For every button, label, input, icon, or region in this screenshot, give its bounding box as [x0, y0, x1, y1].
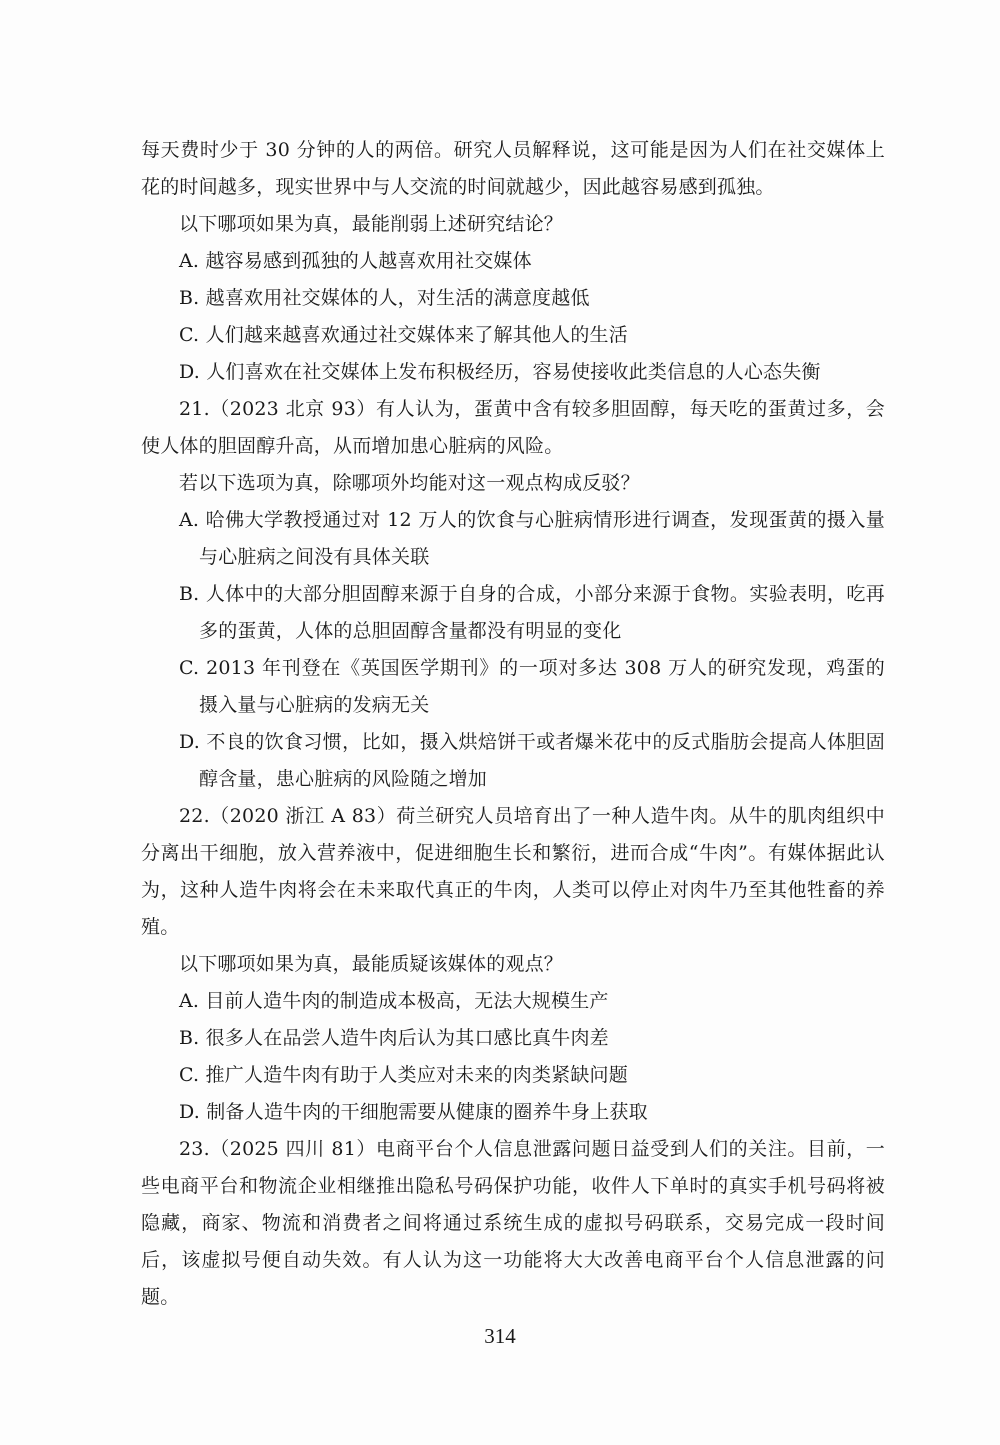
q21-stem: 21.（2023 北京 93）有人认为，蛋黄中含有较多胆固醇，每天吃的蛋黄过多，会使人体的胆固醇升高，从而增加患心脏病的风险。	[141, 398, 885, 457]
q22-option-d: D. 制备人造牛肉的干细胞需要从健康的圈养牛身上获取	[179, 1101, 648, 1123]
q20-question: 以下哪项如果为真，最能削弱上述研究结论？	[179, 213, 564, 235]
q21-option-c: C. 2013 年刊登在《英国医学期刊》的一项对多达 308 万人的研究发现，鸡蛋的摄入量与心脏病的发病无关	[179, 657, 885, 716]
q21-option-b: B. 人体中的大部分胆固醇来源于自身的合成，小部分来源于食物。实验表明，吃再多的蛋黄，人体的总胆固醇含量都没有明显的变化	[179, 583, 885, 642]
q22-stem: 22.（2020 浙江 A 83）荷兰研究人员培育出了一种人造牛肉。从牛的肌肉组织中分离出干细胞，放入营养液中，促进细胞生长和繁衍，进而合成“牛肉”。有媒体据此认为，这种人造牛肉将会在未来取代真正的牛肉，人类可以停止对肉牛乃至其他牲畜的养殖。	[141, 805, 885, 938]
q20-option-c: C. 人们越来越喜欢通过社交媒体来了解其他人的生活	[179, 324, 628, 346]
q22-question: 以下哪项如果为真，最能质疑该媒体的观点？	[179, 953, 564, 975]
q21-question: 若以下选项为真，除哪项外均能对这一观点构成反驳？	[179, 472, 640, 494]
q22-option-c: C. 推广人造牛肉有助于人类应对未来的肉类紧缺问题	[179, 1064, 628, 1086]
q22-option-a: A. 目前人造牛肉的制造成本极高，无法大规模生产	[179, 990, 609, 1012]
q22-option-b: B. 很多人在品尝人造牛肉后认为其口感比真牛肉差	[179, 1027, 609, 1049]
q20-option-a: A. 越容易感到孤独的人越喜欢用社交媒体	[179, 250, 532, 272]
q20-stem-tail: 每天费时少于 30 分钟的人的两倍。研究人员解释说，这可能是因为人们在社交媒体上花的时间越多，现实世界中与人交流的时间就越少，因此越容易感到孤独。	[141, 139, 885, 198]
q21-option-a: A. 哈佛大学教授通过对 12 万人的饮食与心脏病情形进行调查，发现蛋黄的摄入量与心脏病之间没有具体关联	[179, 509, 885, 568]
q21-option-d: D. 不良的饮食习惯，比如，摄入烘焙饼干或者爆米花中的反式脂肪会提高人体胆固醇含量，患心脏病的风险随之增加	[179, 731, 885, 790]
q23-stem: 23.（2025 四川 81）电商平台个人信息泄露问题日益受到人们的关注。目前，一些电商平台和物流企业相继推出隐私号码保护功能，收件人下单时的真实手机号码将被隐藏，商家、物流和消费者之间将通过系统生成的虚拟号码联系，交易完成一段时间后，该虚拟号便自动失效。有人认为这一功能将大大改善电商平台个人信息泄露的问题。	[141, 1138, 885, 1308]
q20-option-d: D. 人们喜欢在社交媒体上发布积极经历，容易使接收此类信息的人心态失衡	[179, 361, 821, 383]
page-content	[141, 132, 885, 1316]
page-number: 314	[484, 1324, 516, 1348]
q20-option-b: B. 越喜欢用社交媒体的人，对生活的满意度越低	[179, 287, 590, 309]
